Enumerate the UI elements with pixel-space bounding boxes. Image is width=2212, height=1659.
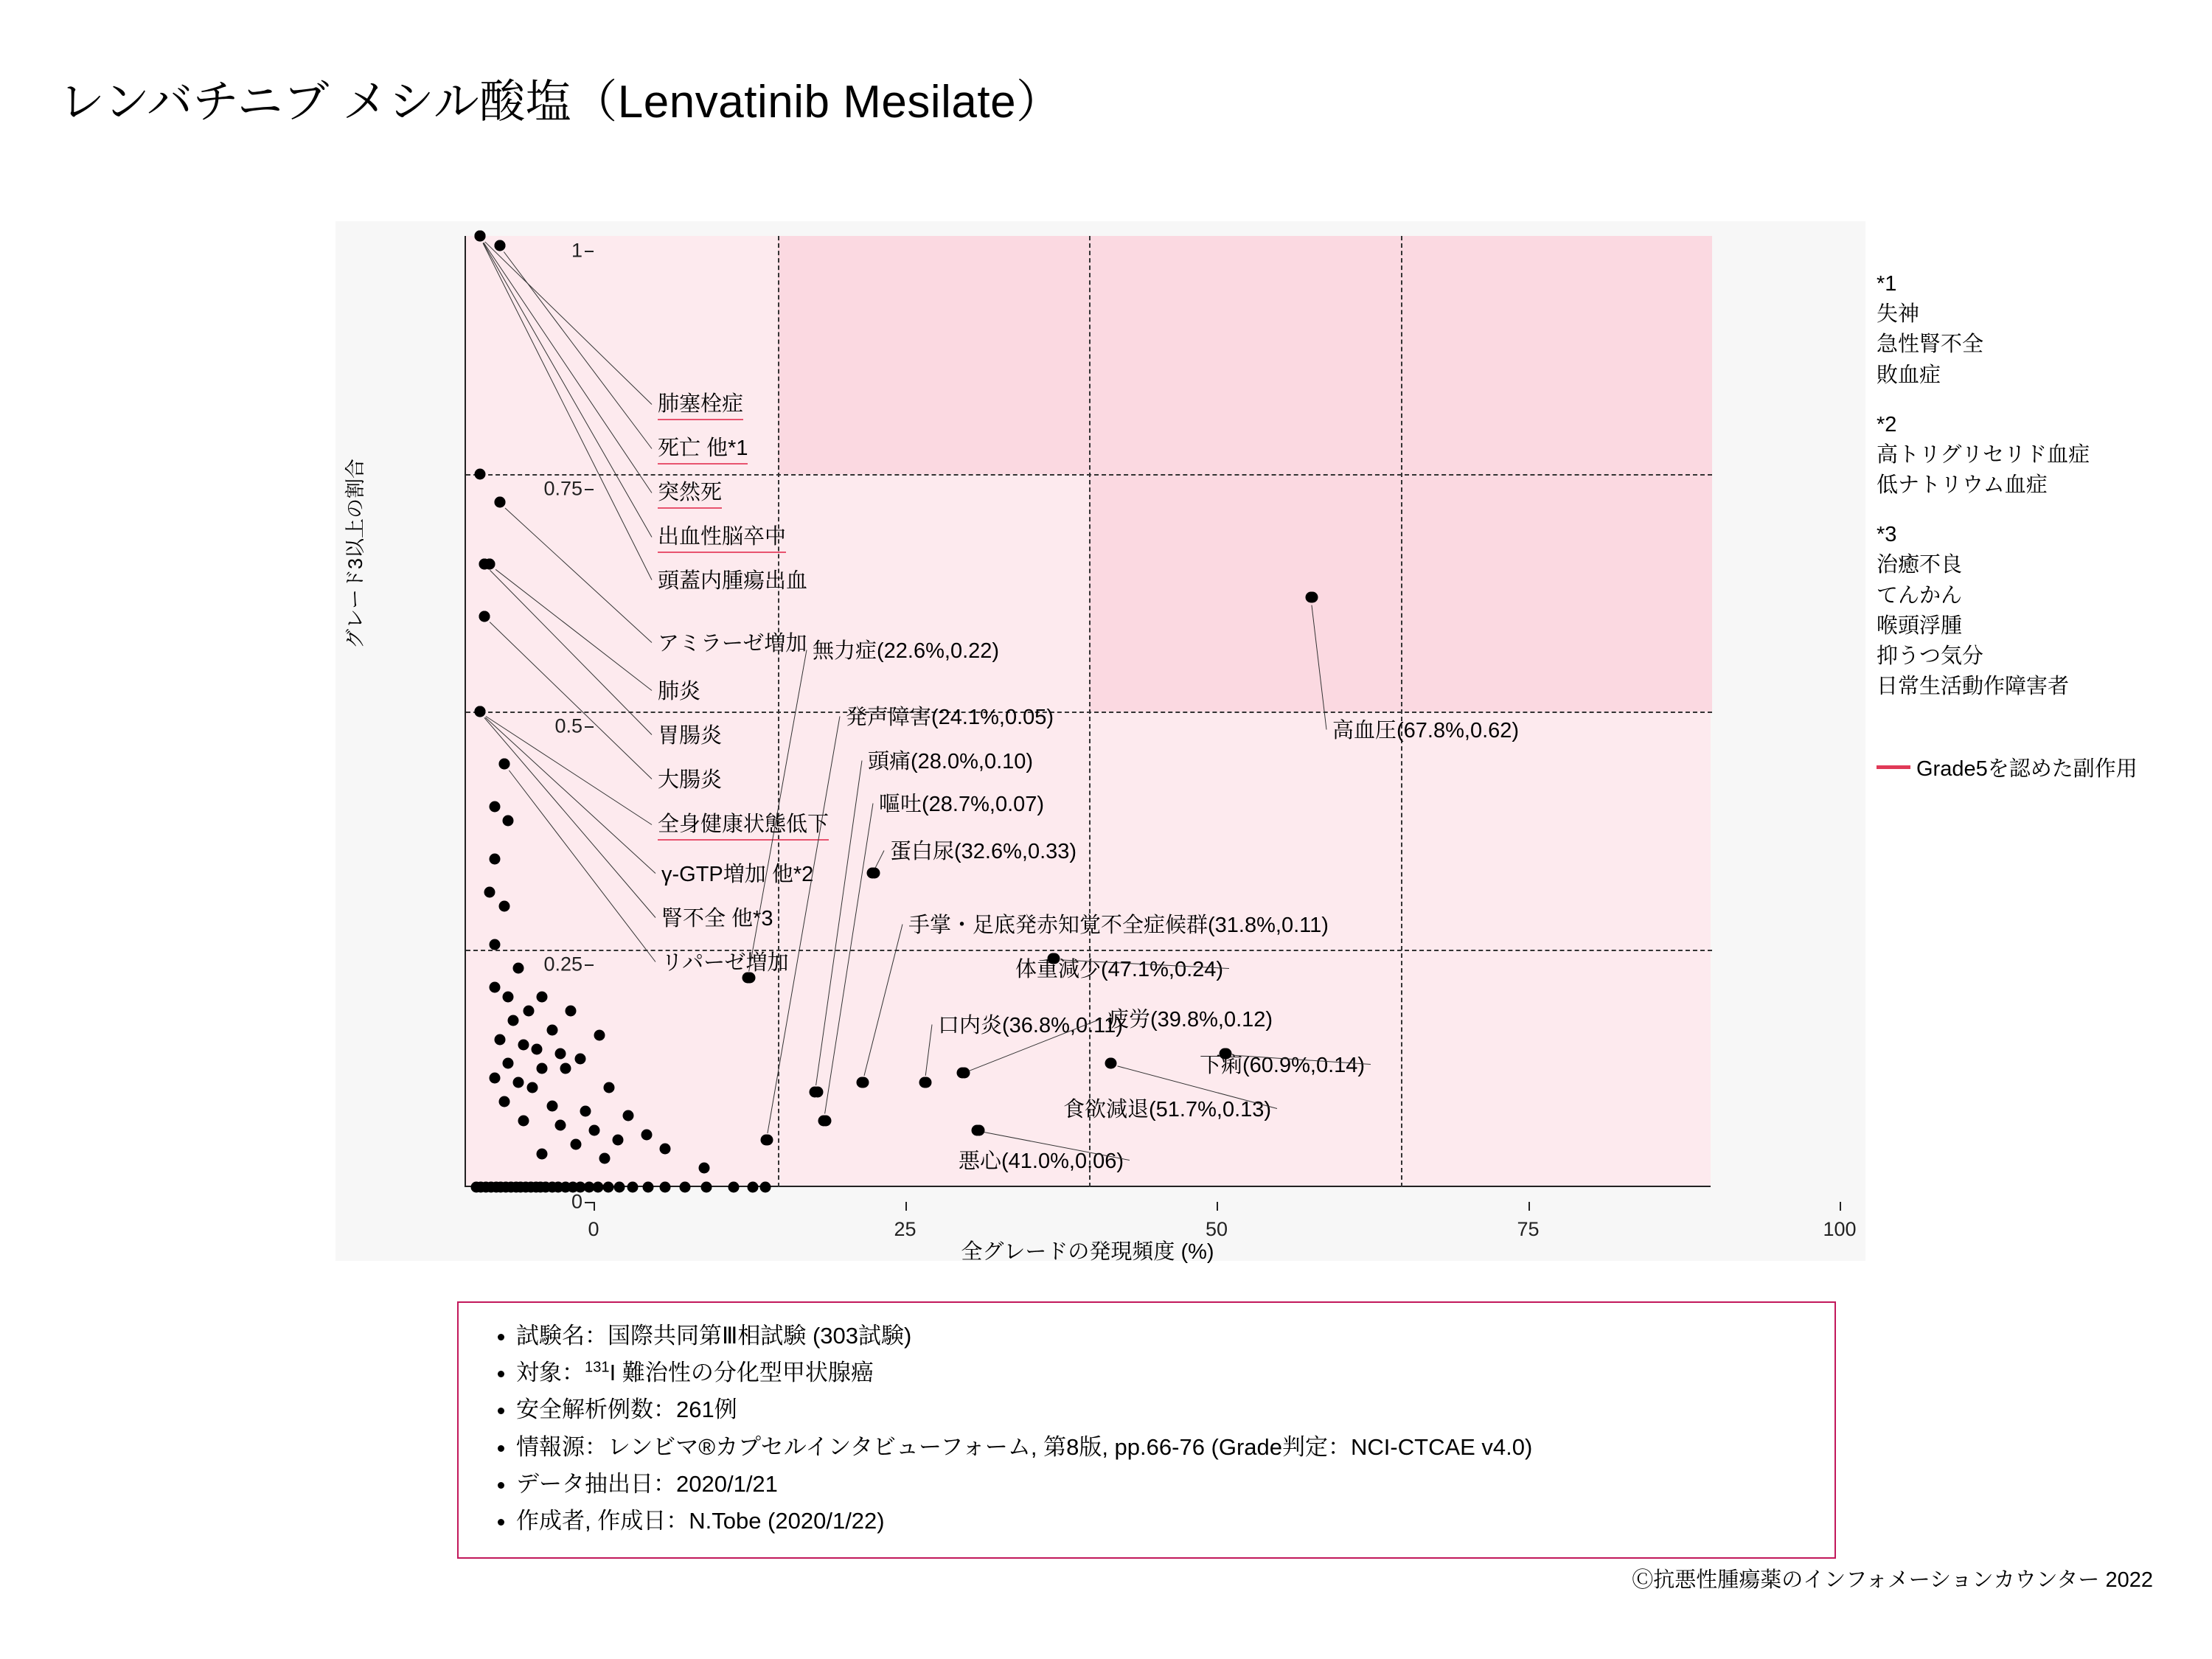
data-point-labeled	[866, 868, 877, 879]
data-point	[728, 1182, 740, 1193]
data-point-labeled	[761, 1134, 772, 1145]
data-point	[494, 1034, 505, 1046]
y-tick-mark	[585, 251, 594, 252]
data-point	[508, 1015, 519, 1026]
leader-line	[925, 1024, 933, 1076]
data-point	[499, 901, 510, 912]
leader-line	[484, 243, 653, 493]
footnote-item: 失神	[1877, 302, 1920, 327]
info-line: • データ抽出日：2020/1/21	[516, 1466, 1809, 1503]
point-label: 出血性脳卒中	[658, 520, 786, 553]
footnote-item: 日常生活動作障害者	[1877, 675, 2070, 699]
copyright-text: Ⓒ抗悪性腫瘍薬のインフォメーションカウンター 2022	[1632, 1568, 2153, 1592]
footnote-item: 高トリグリセリド血症	[1877, 442, 2090, 467]
y-tick-mark	[585, 726, 594, 728]
data-point	[489, 939, 500, 950]
leader-line	[484, 241, 652, 404]
data-point	[474, 468, 485, 479]
y-tick-label: 1	[571, 239, 582, 262]
data-point	[489, 982, 500, 993]
point-label: 無力症(22.6%,0.22)	[813, 639, 1000, 663]
point-label: 突然死	[658, 476, 722, 509]
footnote-group-1	[1877, 269, 2090, 391]
footnote-marker-1: *1	[1877, 272, 1897, 296]
data-point	[565, 1006, 576, 1017]
point-label: γ-GTP増加 他*2	[661, 863, 814, 886]
x-tick-label: 0	[588, 1218, 599, 1240]
data-point	[613, 1134, 624, 1145]
data-point	[580, 1105, 591, 1116]
chart-panel	[335, 221, 1865, 1264]
leader-line	[509, 770, 655, 961]
point-label: 大腸炎	[658, 768, 723, 792]
data-point	[759, 1182, 771, 1193]
leader-line	[490, 622, 652, 779]
point-label: 胃腸炎	[658, 724, 723, 748]
data-point	[589, 1124, 600, 1135]
data-point	[503, 815, 514, 827]
data-point	[518, 1115, 529, 1126]
x-tick-mark	[1217, 1202, 1218, 1211]
data-point	[613, 1182, 625, 1193]
data-point-labeled	[956, 1068, 967, 1079]
y-axis-label: グレード3以上の割合	[344, 458, 366, 649]
point-label: 腎不全 他*3	[661, 907, 773, 931]
plot-area	[465, 236, 1711, 1187]
footnote-item: てんかん	[1877, 583, 1963, 608]
data-point	[747, 1182, 758, 1193]
y-tick-mark	[585, 964, 594, 966]
data-point	[546, 1025, 557, 1036]
footnote-item: 治癒不良	[1877, 553, 1963, 577]
x-tick-mark	[905, 1202, 907, 1211]
y-tick-label: 0.75	[543, 477, 582, 499]
data-point-labeled	[919, 1077, 930, 1088]
footnote-group-3	[1877, 520, 2090, 702]
data-point	[622, 1110, 633, 1121]
gridline-horizontal	[466, 712, 1712, 713]
point-label: リパーゼ増加	[661, 951, 789, 975]
data-point	[627, 1182, 639, 1193]
y-tick-label: 0	[571, 1190, 582, 1213]
quadrant-shade	[778, 236, 1090, 474]
data-point-labeled	[1105, 1058, 1116, 1069]
data-point	[594, 1029, 605, 1040]
point-label: アミラーゼ増加	[658, 632, 807, 655]
info-line-target: • 対象：$^{131}$I 難治性の分化型甲状腺癌	[516, 1354, 1809, 1391]
point-label: 体重減少(47.1%,0.24)	[1015, 958, 1224, 981]
y-tick-mark	[585, 1202, 594, 1203]
data-point	[602, 1182, 613, 1193]
footnote-group-2	[1877, 410, 2090, 501]
legend-label: Grade5を認めた副作用	[1916, 757, 2138, 781]
data-point	[532, 1043, 543, 1054]
x-axis-label: 全グレードの発現頻度 (%)	[961, 1240, 1214, 1264]
footnote-panel	[1877, 269, 2090, 721]
point-label: 肺炎	[658, 680, 701, 703]
point-label: 蛋白尿(32.6%,0.33)	[890, 840, 1077, 863]
x-tick-label: 75	[1517, 1218, 1540, 1240]
data-point	[660, 1144, 671, 1155]
data-point	[537, 1062, 548, 1074]
data-point	[489, 853, 500, 864]
info-line: • 情報源：レンビマ®カプセルインタビューフォーム, 第8版, pp.66-76 (Grade判定：NCI-CTCAE v4.0)	[516, 1429, 1809, 1466]
data-point	[526, 1082, 538, 1093]
data-point-labeled	[474, 706, 485, 717]
x-tick-label: 100	[1823, 1218, 1857, 1240]
point-label: 発声障害(24.1%,0.05)	[846, 706, 1054, 729]
footnote-item: 敗血症	[1877, 363, 1941, 387]
point-label: 悪心(41.0%,0.06)	[959, 1150, 1124, 1173]
data-point	[523, 1006, 534, 1017]
data-point	[489, 801, 500, 813]
data-point	[489, 1072, 500, 1083]
data-point	[641, 1130, 653, 1141]
point-label: 手掌・足底発赤知覚不全症候群(31.8%,0.11)	[908, 914, 1329, 937]
data-point-labeled	[479, 559, 490, 570]
data-point-labeled	[479, 611, 490, 622]
point-label: 高血圧(67.8%,0.62)	[1332, 719, 1520, 742]
data-point	[604, 1082, 615, 1093]
leader-line	[505, 507, 653, 642]
point-label: 頭痛(28.0%,0.10)	[868, 750, 1034, 773]
gridline-horizontal	[466, 474, 1712, 476]
data-point-labeled	[818, 1115, 830, 1126]
data-point-labeled	[494, 497, 505, 508]
data-point-labeled	[1305, 592, 1316, 603]
y-tick-label: 0.5	[554, 714, 582, 737]
x-tick-mark	[1528, 1202, 1530, 1211]
x-tick-label: 50	[1205, 1218, 1228, 1240]
footnote-item: 急性腎不全	[1877, 333, 1984, 357]
data-point	[546, 1101, 557, 1112]
point-label: 頭蓋内腫瘍出血	[658, 569, 808, 593]
data-point	[503, 992, 514, 1003]
data-point	[599, 1153, 610, 1164]
study-info-box	[457, 1301, 1836, 1559]
data-point	[660, 1182, 671, 1193]
point-label: 全身健康状態低下	[658, 807, 829, 841]
point-label: 疲労(39.8%,0.12)	[1107, 1008, 1273, 1032]
leader-line	[504, 251, 652, 448]
x-tick-label: 25	[894, 1218, 917, 1240]
data-point-labeled	[494, 240, 505, 251]
point-label: 死亡 他*1	[658, 431, 748, 465]
point-label: 肺塞栓症	[658, 387, 743, 420]
data-point-labeled	[857, 1077, 868, 1088]
data-point	[575, 1053, 586, 1064]
data-point	[701, 1182, 712, 1193]
y-tick-label: 0.25	[543, 953, 582, 975]
data-point	[499, 1096, 510, 1107]
footnote-marker-3: *3	[1877, 523, 1897, 547]
y-tick-mark	[585, 489, 594, 490]
info-line: • 安全解析例数：261例	[516, 1391, 1809, 1428]
data-point	[698, 1163, 709, 1174]
page-title: レンバチニブ メシル酸塩（Lenvatinib Mesilate）	[59, 77, 1062, 128]
footnote-item: 喉頭浮腫	[1877, 613, 1963, 638]
info-line: • 作成者, 作成日：N.Tobe (2020/1/22)	[516, 1503, 1809, 1540]
gridline-horizontal	[466, 950, 1712, 951]
leader-line	[875, 850, 884, 867]
data-point	[518, 1039, 529, 1050]
footnote-marker-2: *2	[1877, 412, 1897, 437]
data-point-labeled	[971, 1124, 982, 1135]
data-point-labeled	[474, 231, 485, 242]
data-point	[560, 1062, 571, 1074]
data-point	[642, 1182, 653, 1193]
data-point-labeled	[499, 758, 510, 769]
point-label: 口内炎(36.8%,0.11)	[938, 1014, 1123, 1037]
footnote-item: 抑うつ気分	[1877, 644, 1984, 668]
leader-line	[490, 569, 652, 734]
footnote-item: 低ナトリウム血症	[1877, 473, 2048, 498]
data-point	[555, 1120, 566, 1131]
chart-axes	[344, 236, 1857, 1264]
point-label: 下痢(60.9%,0.14)	[1200, 1054, 1366, 1077]
point-label: 嘔吐(28.7%,0.07)	[879, 793, 1045, 816]
grade5-line-icon	[1877, 765, 1910, 769]
point-label: 食欲減退(51.7%,0.13)	[1063, 1098, 1272, 1121]
data-point	[537, 992, 548, 1003]
x-tick-mark	[1840, 1202, 1841, 1211]
data-point	[537, 1148, 548, 1159]
leader-line	[863, 924, 902, 1076]
x-tick-mark	[594, 1202, 595, 1211]
leader-line	[495, 568, 653, 690]
data-point-labeled	[810, 1087, 821, 1098]
chart-legend	[1877, 752, 2138, 782]
info-line: • 試験名：国際共同第Ⅲ相試験 (303試験)	[516, 1318, 1809, 1354]
data-point	[555, 1048, 566, 1060]
data-point	[512, 963, 524, 974]
data-point	[512, 1077, 524, 1088]
data-point	[484, 887, 495, 898]
leader-line	[483, 243, 653, 580]
data-point	[503, 1058, 514, 1069]
data-point	[680, 1182, 691, 1193]
data-point	[570, 1138, 581, 1150]
